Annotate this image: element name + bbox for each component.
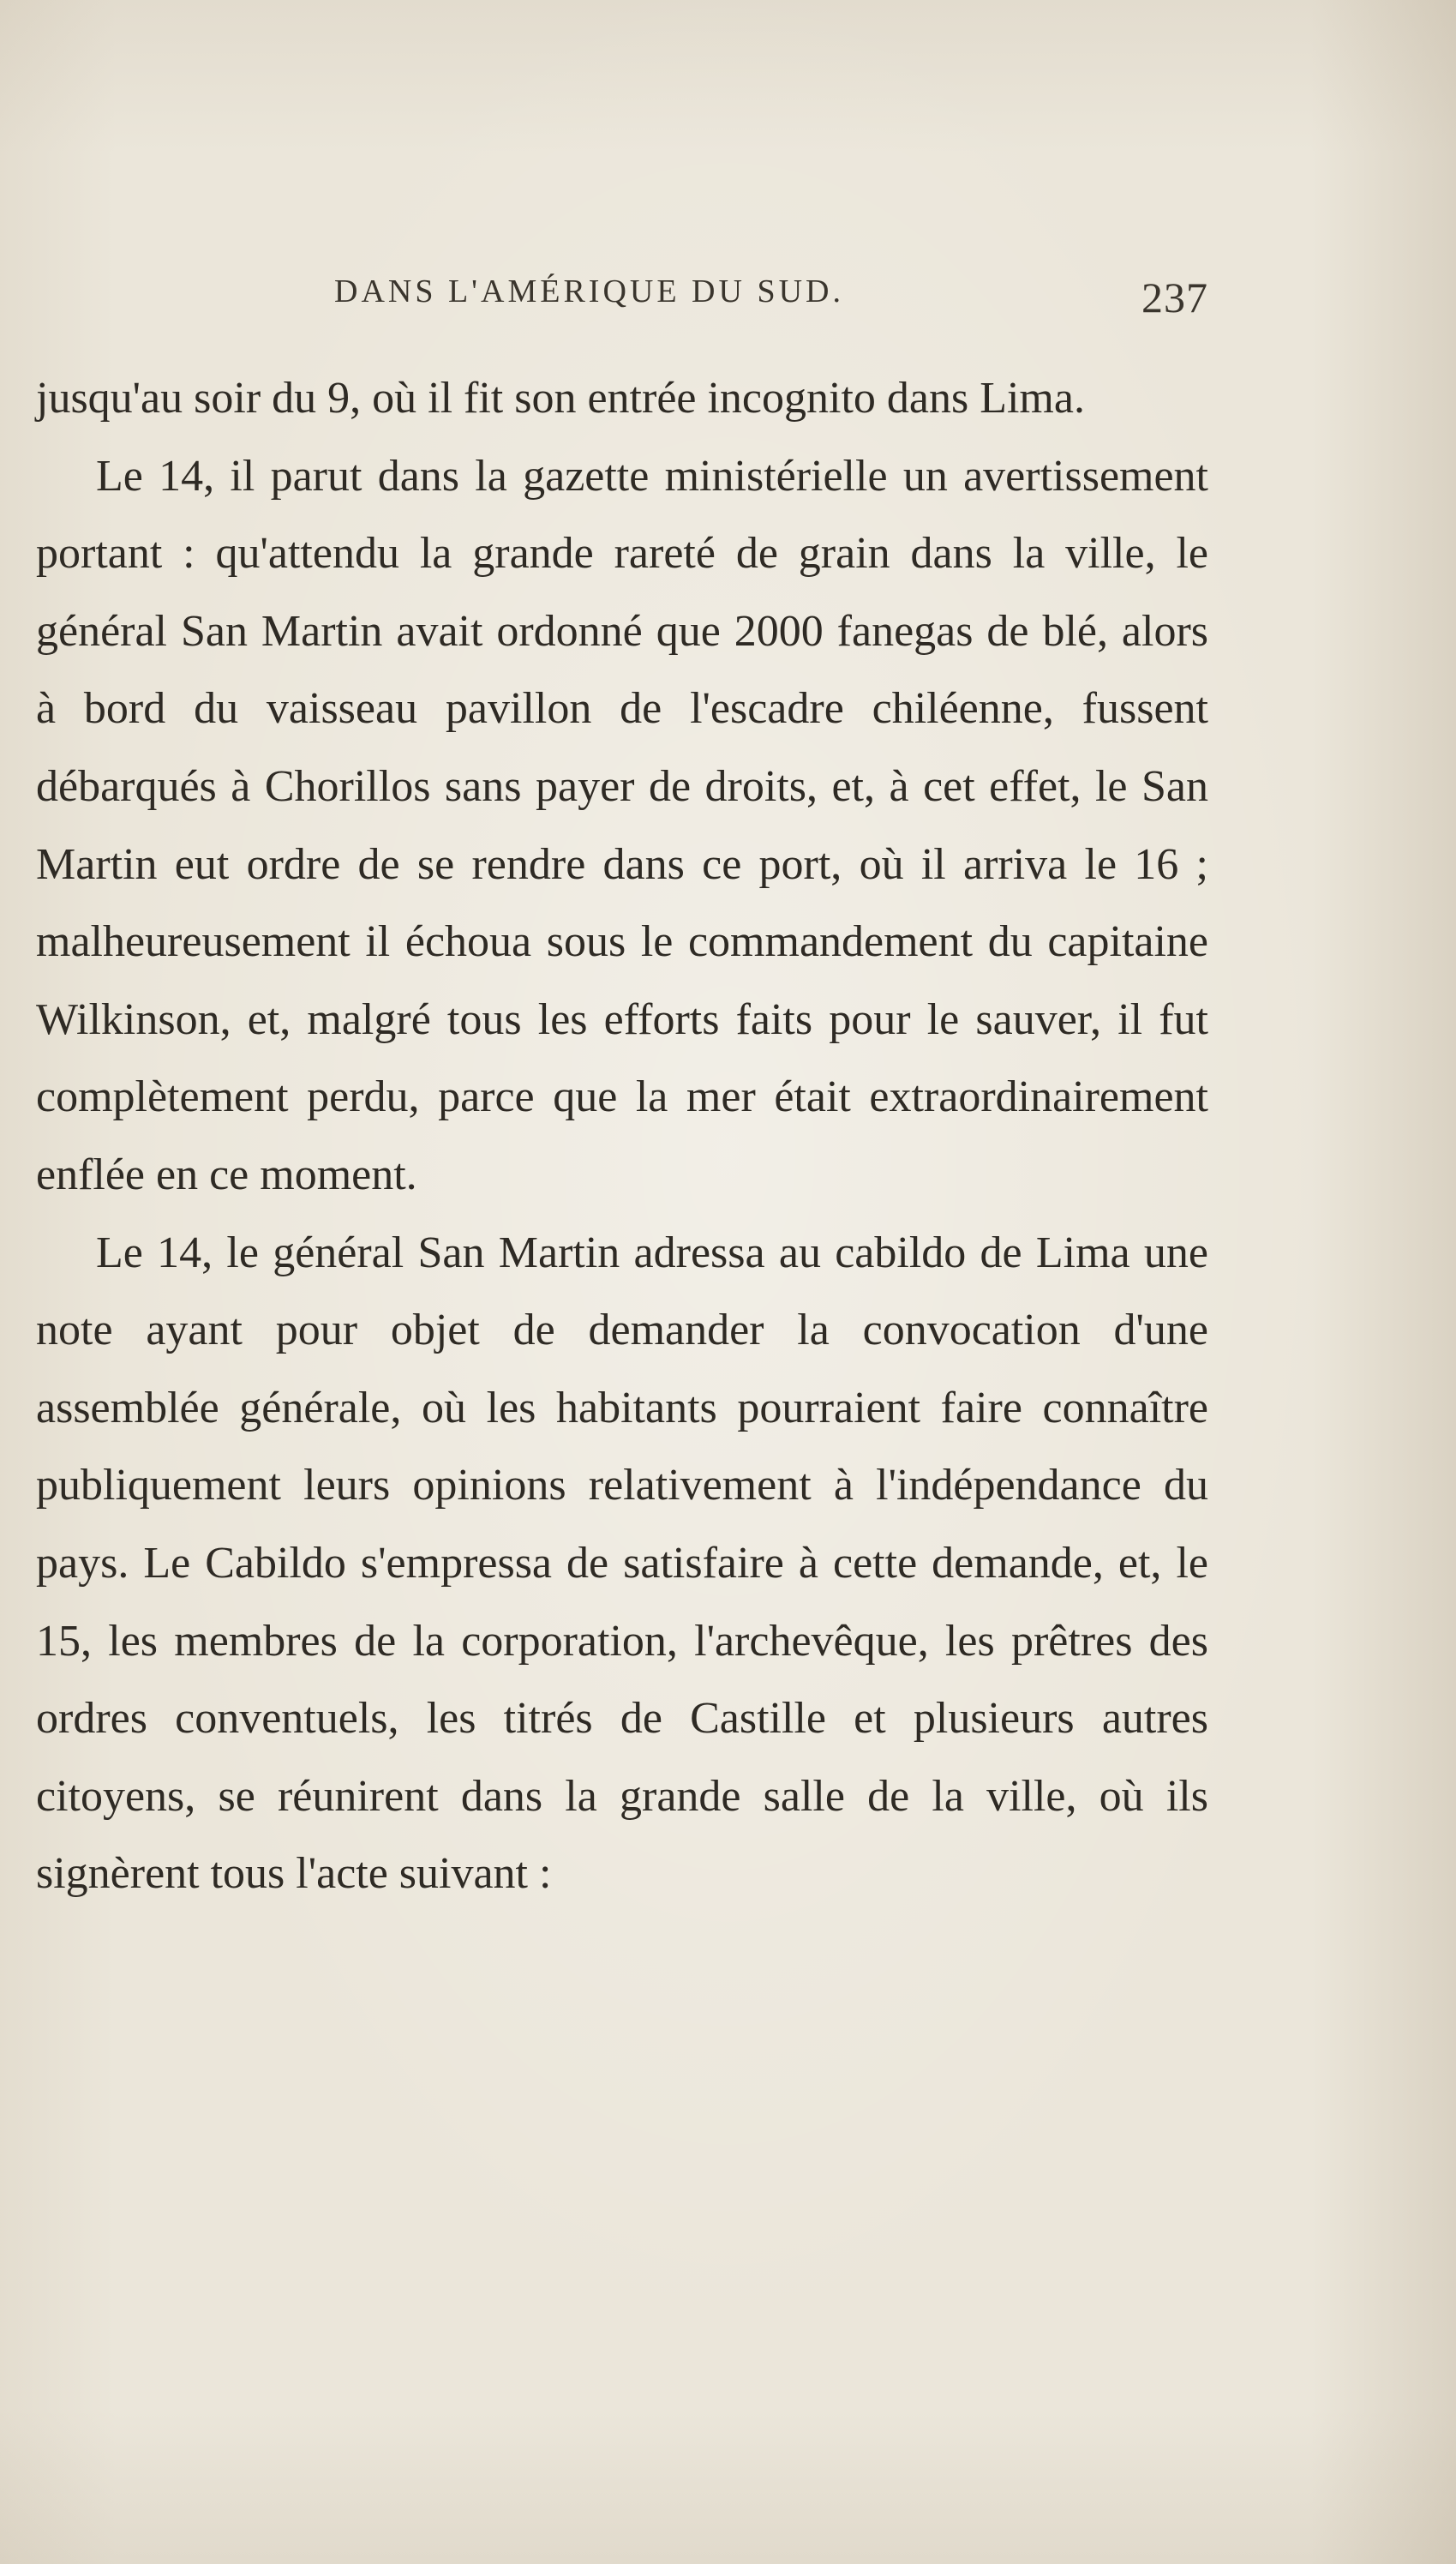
- body-text: [36, 360, 1208, 1913]
- running-head: [334, 273, 1208, 324]
- paragraph-continued: jusqu'au soir du 9, où il fit son entrée incognito dans Lima.: [36, 374, 1085, 423]
- paragraph: Le 14, il parut dans la gazette ministérielle un avertissement portant : qu'attendu la grande rareté de grain dans la ville, le général San Martin avait ordonné que 2000 fanegas de blé, alors à bord du vaisseau pavillon de l'escadre chiléenne, fussent débarqués à Chorillos sans payer de droits, et, à cet effet, le San Martin eut ordre de se rendre dans ce port, où il arriva le 16 ; malheureusement il échoua sous le commandement du capitaine Wilkinson, et, malgré tous les efforts faits pour le sauver, il fut complètement perdu, parce que la mer était extraordinairement enflée en ce moment.: [36, 451, 1208, 1199]
- page-number: 237: [1141, 273, 1208, 321]
- paragraph: Le 14, le général San Martin adressa au cabildo de Lima une note ayant pour objet de demander la convocation d'une assemblée générale, où les habitants pourraient faire connaître publiquement leurs opinions relativement à l'indépendance du pays. Le Cabildo s'empressa de satisfaire à cette demande, et, le 15, les membres de la corporation, l'archevêque, les prêtres des ordres conventuels, les titrés de Castille et plusieurs autres citoyens, se réunirent dans la grande salle de la ville, où ils signèrent tous l'acte suivant :: [36, 1228, 1208, 1899]
- running-title: DANS L'AMÉRIQUE DU SUD.: [334, 273, 844, 309]
